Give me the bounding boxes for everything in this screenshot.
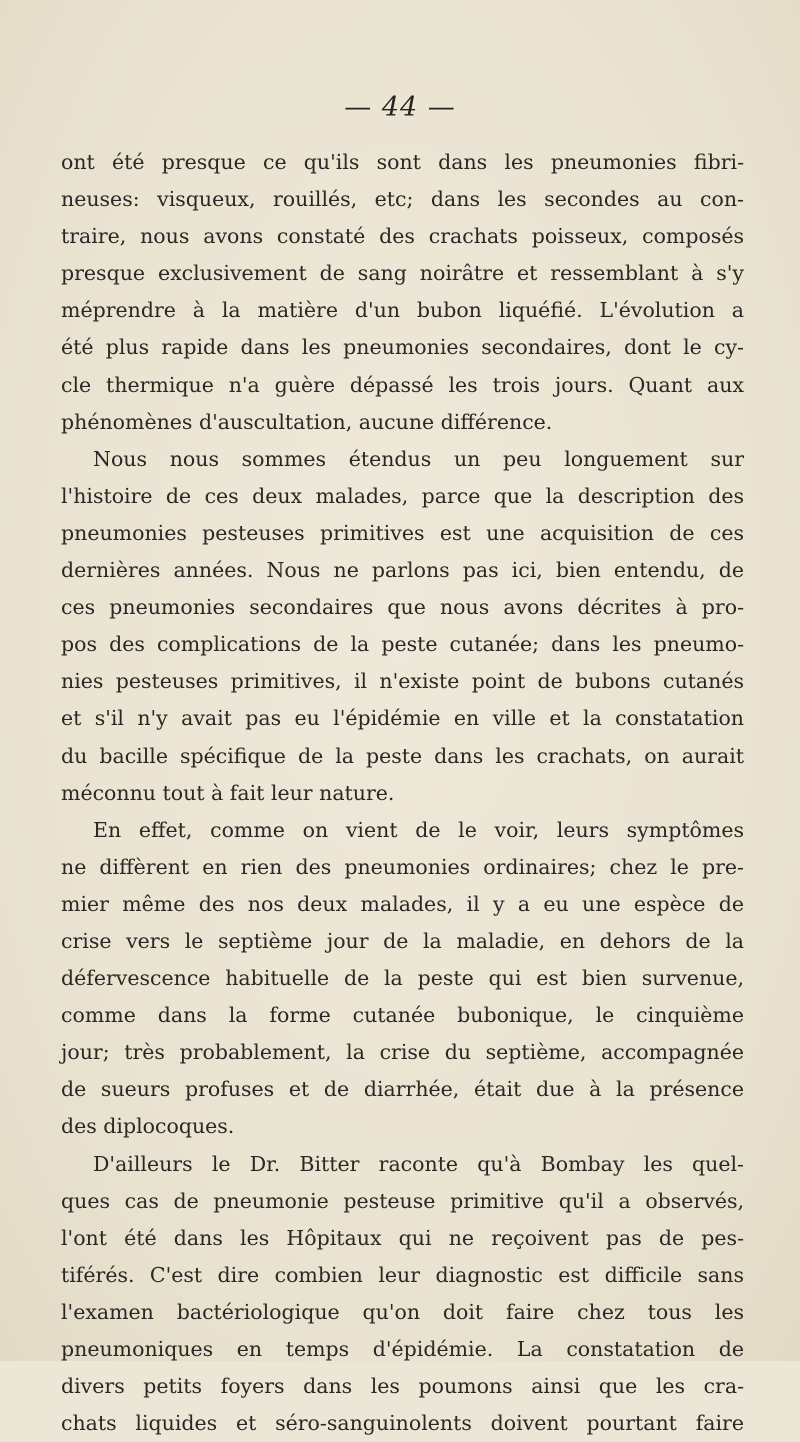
text-line: D'ailleurs le Dr. Bitter raconte qu'à Bombay les quel- [93, 1151, 744, 1176]
text-line: l'examen bactériologique qu'on doit faire chez tous les [61, 1299, 744, 1324]
text-line: chats liquides et séro-sanguinolents doivent pourtant faire [61, 1411, 744, 1436]
text-line: été plus rapide dans les pneumonies secondaires, dont le cy- [61, 335, 744, 360]
text-line: presque exclusivement de sang noirâtre et ressemblant à s'y [61, 261, 744, 286]
text-line: méconnu tout à fait leur nature. [61, 780, 395, 805]
text-line: divers petits foyers dans les poumons ainsi que les cra- [61, 1374, 744, 1399]
page-number: — 44 — [344, 92, 456, 123]
text-line: phénomènes d'auscultation, aucune différence. [61, 409, 553, 434]
text-line: neuses: visqueux, rouillés, etc; dans les secondes au con- [61, 187, 744, 212]
text-line: du bacille spécifique de la peste dans les crachats, on aurait [61, 743, 744, 768]
page-number-value: 44 [381, 92, 419, 123]
text-line: ont été presque ce qu'ils sont dans les pneumonies fibri- [61, 150, 744, 174]
text-line: de sueurs profuses et de diarrhée, était due à la présence [61, 1077, 744, 1102]
text-line: nies pesteuses primitives, il n'existe point de bubons cutanés [61, 669, 744, 694]
text-line: En effet, comme on vient de le voir, leurs symptômes [93, 817, 744, 842]
body-text [61, 144, 744, 1442]
text-line: traire, nous avons constaté des crachats poisseux, composés [61, 224, 744, 249]
text-line: comme dans la forme cutanée bubonique, le cinquième [61, 1003, 744, 1028]
text-line: et s'il n'y avait pas eu l'épidémie en ville et la constatation [61, 706, 744, 731]
text-line: l'histoire de ces deux malades, parce que la description des [61, 483, 744, 508]
text-line: jour; très probablement, la crise du septième, accompagnée [61, 1040, 744, 1065]
text-line: Nous nous sommes étendus un peu longuement sur [93, 446, 744, 471]
text-line: dernières années. Nous ne parlons pas ici, bien entendu, de [61, 558, 744, 583]
text-line: pneumonies pesteuses primitives est une acquisition de ces [61, 520, 744, 545]
text-line: crise vers le septième jour de la maladie, en dehors de la [61, 928, 744, 953]
text-line: des diplocoques. [61, 1114, 235, 1139]
text-line: l'ont été dans les Hôpitaux qui ne reçoivent pas de pes- [61, 1225, 744, 1250]
text-line: mier même des nos deux malades, il y a eu une espèce de [61, 891, 744, 916]
text-line: tiférés. C'est dire combien leur diagnostic est difficile sans [61, 1262, 744, 1287]
text-line: ne diffèrent en rien des pneumonies ordinaires; chez le pre- [61, 854, 744, 879]
text-line: ces pneumonies secondaires que nous avons décrites à pro- [61, 595, 744, 620]
text-line: ques cas de pneumonie pesteuse primitive qu'il a observés, [61, 1188, 744, 1213]
text-line: méprendre à la matière d'un bubon liquéfié. L'évolution a [61, 298, 744, 323]
text-line: cle thermique n'a guère dépassé les trois jours. Quant aux [61, 372, 744, 397]
text-line: pos des complications de la peste cutanée; dans les pneumo- [61, 632, 744, 657]
text-line: pneumoniques en temps d'épidémie. La constatation de [61, 1337, 744, 1361]
text-line: défervescence habituelle de la peste qui est bien survenue, [61, 966, 744, 991]
